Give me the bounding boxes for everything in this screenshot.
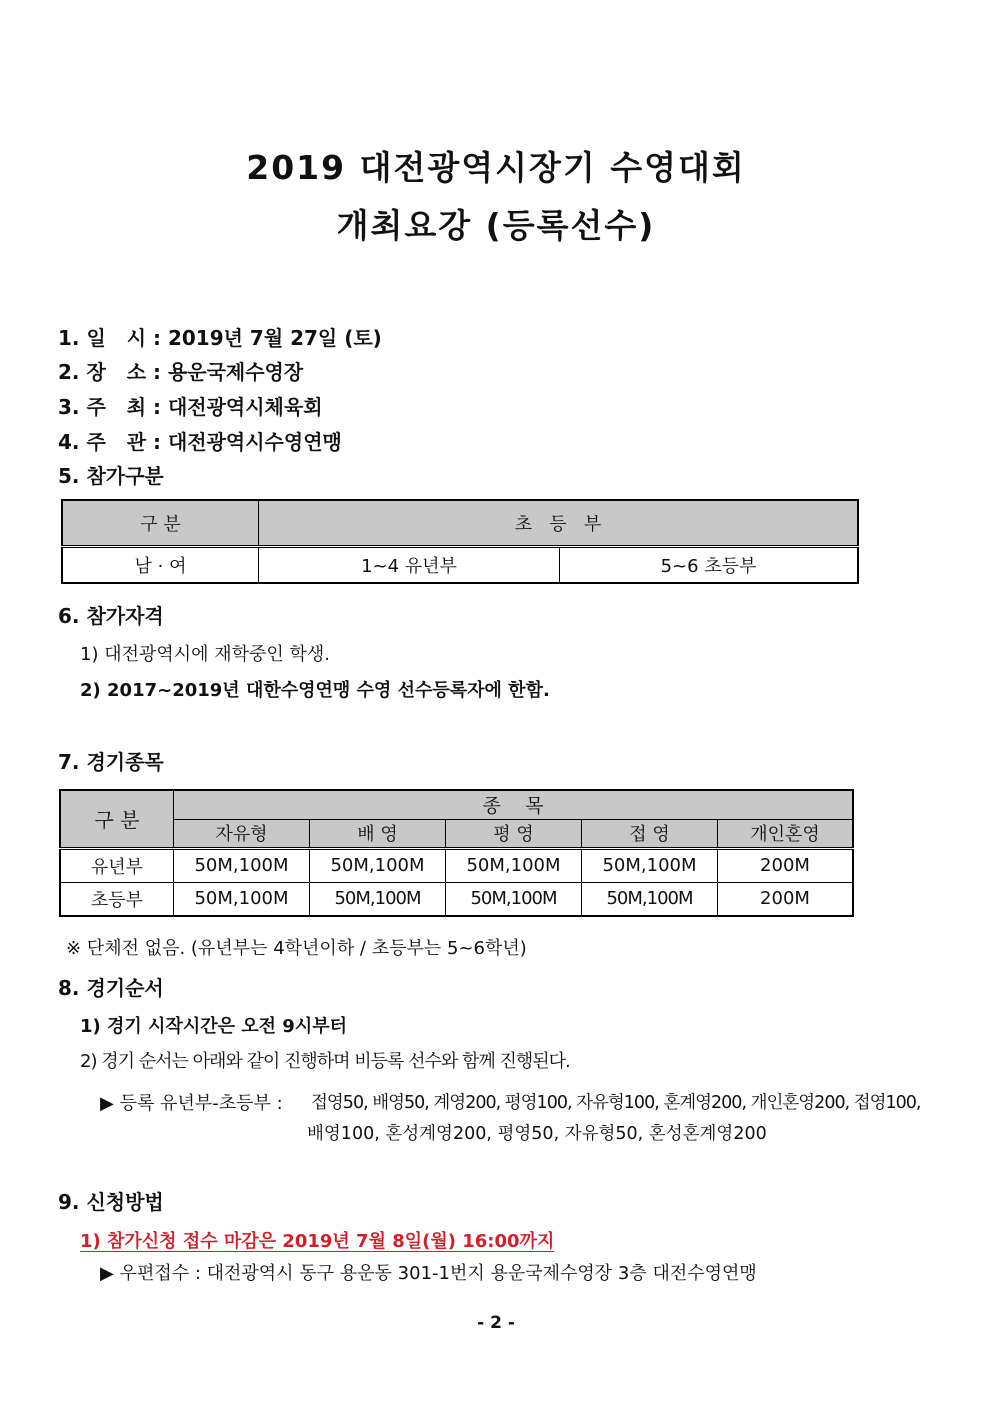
events-row-junior-label: 유년부 bbox=[60, 848, 174, 882]
events-note: ※ 단체전 없음. (유년부는 4학년이하 / 초등부는 5~6학년) bbox=[66, 938, 527, 959]
events-cell: 50M,100M bbox=[446, 848, 582, 882]
events-cell: 50M,100M bbox=[446, 882, 582, 916]
events-cell: 50M,100M bbox=[310, 848, 446, 882]
page-number: - 2 - bbox=[477, 1313, 515, 1333]
info-date-value: 2019년 7월 27일 (토) bbox=[167, 326, 382, 350]
events-cell: 200M bbox=[718, 882, 854, 916]
info-host-num: 3. bbox=[58, 395, 80, 419]
eligibility-item-2: 2) 2017~2019년 대한수영연맹 수영 선수등록자에 한함. bbox=[80, 680, 550, 701]
events-row-elementary-label: 초등부 bbox=[60, 882, 174, 916]
section-7-heading: 7. 경기종목 bbox=[58, 750, 164, 774]
info-organizer-num: 4. bbox=[58, 430, 80, 454]
document-title-line1: 2019 대전광역시장기 수영대회 bbox=[246, 148, 746, 187]
info-place-num: 2. bbox=[58, 360, 80, 384]
info-organizer-value: 대전광역시수영연맹 bbox=[167, 430, 342, 454]
section-9-heading: 9. 신청방법 bbox=[58, 1190, 164, 1214]
events-table bbox=[59, 789, 854, 917]
participation-row-gender: 남 · 여 bbox=[62, 546, 259, 583]
info-host bbox=[58, 391, 323, 420]
events-cell: 50M,100M bbox=[582, 882, 718, 916]
order-sequence-line-2: 배영100, 혼성계영200, 평영50, 자유형50, 혼성혼계영200 bbox=[307, 1124, 767, 1144]
section-6-heading: 6. 참가자격 bbox=[58, 604, 164, 628]
events-cell: 50M,100M bbox=[582, 848, 718, 882]
info-date-label: 일 시 : bbox=[86, 326, 161, 350]
application-mail: ▶ 우편접수 : 대전광역시 동구 용운동 301-1번지 용운국제수영장 3층 대전수영연맹 bbox=[100, 1263, 757, 1284]
order-item-1: 1) 경기 시작시간은 오전 9시부터 bbox=[80, 1016, 347, 1037]
section-8-heading: 8. 경기순서 bbox=[58, 976, 164, 1000]
info-place-value: 용운국제수영장 bbox=[167, 360, 304, 384]
events-col-freestyle: 자유형 bbox=[174, 819, 310, 848]
order-item-2: 2) 경기 순서는 아래와 같이 진행하며 비등록 선수와 함께 진행된다. bbox=[80, 1051, 570, 1072]
participation-header-category: 구 분 bbox=[62, 500, 259, 546]
events-col-breaststroke: 평 영 bbox=[446, 819, 582, 848]
events-cell: 200M bbox=[718, 848, 854, 882]
events-header-events: 종 목 bbox=[174, 790, 854, 819]
info-place bbox=[58, 356, 303, 385]
table-row bbox=[60, 848, 853, 882]
events-col-backstroke: 배 영 bbox=[310, 819, 446, 848]
info-host-label: 주 최 : bbox=[86, 395, 161, 419]
events-cell: 50M,100M bbox=[310, 882, 446, 916]
participation-cell-elementary: 5~6 초등부 bbox=[560, 546, 859, 583]
info-date-num: 1. bbox=[58, 326, 80, 350]
info-host-value: 대전광역시체육회 bbox=[167, 395, 323, 419]
info-place-label: 장 소 : bbox=[86, 360, 161, 384]
participation-header-elementary: 초 등 부 bbox=[259, 500, 859, 546]
table-row bbox=[60, 882, 853, 916]
participation-table bbox=[61, 499, 859, 584]
section-5-heading: 5. 참가구분 bbox=[58, 464, 164, 488]
events-cell: 50M,100M bbox=[174, 882, 310, 916]
application-deadline: 1) 참가신청 접수 마감은 2019년 7월 8일(월) 16:00까지 bbox=[80, 1231, 555, 1252]
order-label: ▶ 등록 유년부-초등부 : bbox=[100, 1093, 283, 1114]
events-col-medley: 개인혼영 bbox=[718, 819, 854, 848]
events-header-category: 구 분 bbox=[60, 790, 174, 848]
document-title-line2: 개최요강 (등록선수) bbox=[336, 206, 656, 245]
participation-cell-junior: 1~4 유년부 bbox=[259, 546, 560, 583]
info-date bbox=[58, 322, 382, 351]
info-organizer-label: 주 관 : bbox=[86, 430, 161, 454]
events-cell: 50M,100M bbox=[174, 848, 310, 882]
eligibility-item-1: 1) 대전광역시에 재학중인 학생. bbox=[80, 644, 331, 665]
order-sequence-line-1: 접영50, 배영50, 계영200, 평영100, 자유형100, 혼계영200, 개인혼영200, 접영100, bbox=[311, 1093, 921, 1113]
info-organizer bbox=[58, 426, 342, 455]
events-col-butterfly: 접 영 bbox=[582, 819, 718, 848]
